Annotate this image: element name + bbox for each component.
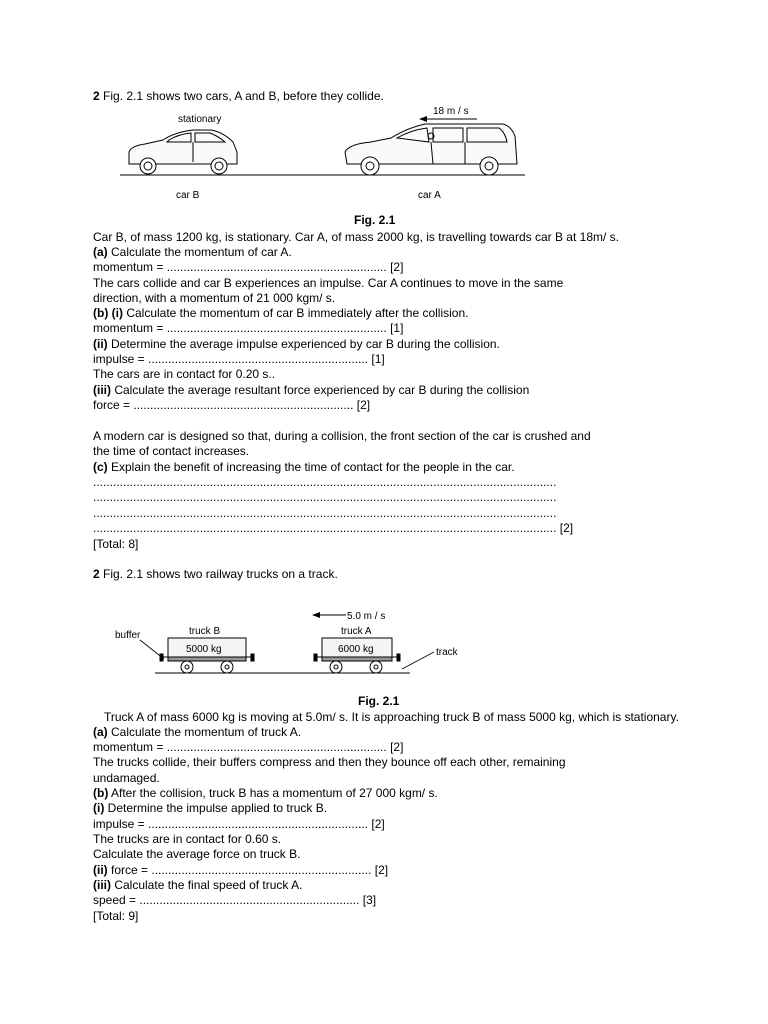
- q1-part-a: (a) Calculate the momentum of car A.: [93, 245, 292, 259]
- figure-trucks: [110, 605, 470, 680]
- q1-c-answer-line-1: ...........................................................................................................................................: [93, 475, 557, 489]
- label-truck-a: truck A: [341, 626, 372, 637]
- label-car-a: car A: [418, 190, 441, 201]
- q1-collide-2: direction, with a momentum of 21 000 kgm/ s.: [93, 291, 336, 305]
- fig2-caption: Fig. 2.1: [358, 694, 400, 708]
- q2-total: [Total: 9]: [93, 909, 139, 923]
- q1-part-b-i: (b) (i) Calculate the momentum of car B immediately after the collision.: [93, 306, 469, 320]
- label-mass-b: 5000 kg: [186, 644, 222, 655]
- car-a-drawing: [345, 124, 517, 175]
- q2-part-a: (a) Calculate the momentum of truck A.: [93, 725, 302, 739]
- label-buffer: buffer: [115, 630, 141, 641]
- q2-a-answer-line: momentum = .................................................................. [2]: [93, 740, 404, 754]
- q1-c-answer-line-2: ...........................................................................................................................................: [93, 490, 557, 504]
- q2-collide-1: The trucks collide, their buffers compress and then they bounce off each other, remaining: [93, 755, 566, 769]
- q2-part-b-iii: (iii) Calculate the final speed of truck A.: [93, 878, 303, 892]
- q1-contact: The cars are in contact for 0.20 s..: [93, 367, 276, 381]
- label-speed-18: 18 m / s: [433, 106, 469, 117]
- q2-part-b-i: (i) Determine the impulse applied to truck B.: [93, 801, 328, 815]
- q1-collide-1: The cars collide and car B experiences an impulse. Car A continues to move in the same: [93, 276, 564, 290]
- q1-b-ii-answer-line: impulse = .................................................................. [1]: [93, 352, 385, 366]
- q1-intro: 2 Fig. 2.1 shows two cars, A and B, before they collide.: [93, 89, 384, 103]
- q1-c-answer-line-3: ...........................................................................................................................................: [93, 506, 557, 520]
- label-stationary: stationary: [178, 114, 222, 125]
- q2-b-i-answer-line: impulse = .................................................................. [2]: [93, 817, 385, 831]
- q1-modern-1: A modern car is designed so that, during a collision, the front section of the car is crushed and: [93, 429, 591, 443]
- q1-total: [Total: 8]: [93, 537, 139, 551]
- fig1-caption: Fig. 2.1: [354, 213, 396, 227]
- q1-c-answer-line-4: ........................................................................................................................................... [2]: [93, 521, 574, 535]
- arrow-left-icon: [312, 612, 346, 618]
- label-track: track: [436, 647, 458, 658]
- label-mass-a: 6000 kg: [338, 644, 374, 655]
- q1-part-b-ii: (ii) Determine the average impulse experienced by car B during the collision.: [93, 337, 500, 351]
- q2-contact: The trucks are in contact for 0.60 s.: [93, 832, 282, 846]
- q1-a-answer-line: momentum = .................................................................. [2]: [93, 260, 404, 274]
- q1-part-c: (c) Explain the benefit of increasing the time of contact for the people in the car.: [93, 460, 515, 474]
- q1-b-i-answer-line: momentum = .................................................................. [1]: [93, 321, 404, 335]
- q2-collide-2: undamaged.: [93, 771, 160, 785]
- q2-part-b-ii: (ii) force = .................................................................. [2]: [93, 863, 389, 877]
- label-car-b: car B: [176, 190, 200, 201]
- q1-modern-2: the time of contact increases.: [93, 444, 250, 458]
- q2-given: Truck A of mass 6000 kg is moving at 5.0m/ s. It is approaching truck B of mass 5000 kg, which is stationary.: [104, 710, 679, 724]
- label-truck-b: truck B: [189, 626, 221, 637]
- car-b-drawing: [129, 130, 237, 174]
- q2-part-b: (b) After the collision, truck B has a momentum of 27 000 kgm/ s.: [93, 786, 438, 800]
- q1-given: Car B, of mass 1200 kg, is stationary. Car A, of mass 2000 kg, is travelling towards car B at 18m/ s.: [93, 230, 619, 244]
- q1-b-iii-answer-line: force = .................................................................. [2]: [93, 398, 371, 412]
- q2-b-iii-answer-line: speed = .................................................................. [3]: [93, 893, 377, 907]
- q2-calc: Calculate the average force on truck B.: [93, 847, 301, 861]
- q2-intro: 2 Fig. 2.1 shows two railway trucks on a track.: [93, 567, 338, 581]
- figure-cars: [115, 102, 535, 202]
- q1-part-b-iii: (iii) Calculate the average resultant force experienced by car B during the collision: [93, 383, 530, 397]
- label-speed-5: 5.0 m / s: [347, 611, 386, 622]
